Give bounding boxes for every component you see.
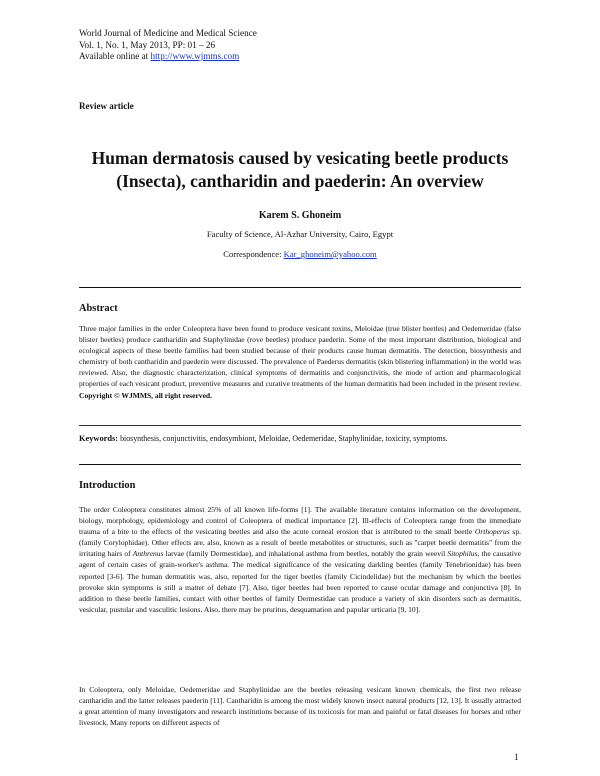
available-prefix: Available online at <box>79 51 149 61</box>
section-divider <box>79 287 521 288</box>
introduction-heading: Introduction <box>79 480 136 491</box>
article-type: Review article <box>79 101 134 111</box>
genus-name: Sitophilus <box>447 549 478 559</box>
title-line-1: Human dermatosis caused by vesicating beetle products <box>91 148 509 168</box>
text-run: The order Coleoptera constitutes almost 25% of all known life-forms [1]. The available literature contains information on the development, biology, morphology, epidemiology and control of Coleoptera of medical importance [2]. Ill-effects of Coleoptera range from the immediate trauma of a bite to the effects of the vesicating beetles and also the acute corneal erosion that is attributed to the small beetle <box>79 505 521 537</box>
journal-header <box>79 28 257 63</box>
genus-name: Orthoperus <box>474 527 510 537</box>
affiliation: Faculty of Science, Al-Azhar University, Cairo, Egypt <box>206 229 394 239</box>
title-line-2: (Insecta), cantharidin and paederin: An overview <box>116 171 484 191</box>
correspondence-email-link[interactable]: Kar_ghoneim@yahoo.com <box>283 249 377 259</box>
text-run: sp. (family Corylophidae). Other effects are, also, known as a result of beetle metabolites or structures, such as "carpet beetle dermatitis" from the irritating hairs of <box>79 527 522 559</box>
introduction-paragraph-2: In Coleoptera, only Meloidae, Oedemeridae and Staphylinidae are the beetles releasing vesicant known chemicals, the first two release cantharidin and the latter releases paederin [11]. Cantharidin is among the most widely known insect natural products [12, 13]. It usually attracted a great attention of many investigators and research institutions because of its toxicosis for man and painful or fatal diseases for horses and other livestock. Many reports on different aspects of <box>79 685 521 728</box>
author-name: Karem S. Ghoneim <box>258 210 342 221</box>
abstract-divider <box>79 425 521 426</box>
abstract-text: Three major families in the order Coleoptera have been found to produce vesicant toxins, Meloidae (true blister beetles) and Oedemeridae (false blister beetles) produce cantharidin and Staphylinidae (rove beetles) produce paederin. Some of the most important distribution, biological and ecological aspects of these beetle families had been studied because of their products cause human dermatitis. The detection, biosynthesis and chemistry of both cantharidin and paederin were discussed. The prevalence of Paederus dermatitis (skin blistering inflammation) in the world was reviewed. Also, the diagnostic characterization, clinical symptoms of dermatitis and conjunctivitis, the mode of action and pharmacological properties of each vesicant product, preventive measures and curative treatments of the human dermatitis had been included in the present review. <box>79 324 521 389</box>
journal-name: World Journal of Medicine and Medical Science <box>79 28 257 38</box>
correspondence-label: Correspondence: <box>223 249 282 259</box>
availability-line <box>79 51 257 63</box>
page-number: 1 <box>514 752 519 762</box>
text-run: larvae (family Dermestidae), and inhalational asthma from beetles, notably the grain weevil <box>163 549 448 559</box>
correspondence <box>0 249 600 259</box>
keywords-line <box>79 434 521 443</box>
paper-title <box>60 147 540 193</box>
introduction-paragraph-1 <box>79 504 521 615</box>
keywords-list: biosynthesis, conjunctivitis, endosymbiont, Meloidae, Oedemeridae, Staphylinidae, toxicity, symptoms. <box>120 434 448 443</box>
abstract-body <box>79 323 521 401</box>
text-run: , the causative agent of certain cases of grain-worker's asthma. The medical significance of the vesicating darkling beetles (family Tenebrionidae) has been reported [3-6]. The human dermatitis was, also, reported for the tiger beetles (family Cicindelidae) but the mechanism by which the beetles provoke skin symptoms is still a matter of debate [7]. Also, tiger beetles had been reported to cause ocular damage and conjunctiva [8]. In addition to these beetle families, contact with other beetles of family Dermestidae can produce a variety of skin disorders such as dermatitis, vesicular, pustular and vasculitic lesions. Also, there may be pruritus, desquamation and papular urticaria [9, 10]. <box>79 549 521 614</box>
volume-info: Vol. 1, No. 1, May 2013, PP: 01 – 26 <box>79 39 216 50</box>
keywords-label: Keywords: <box>79 434 119 443</box>
section-divider <box>79 464 521 465</box>
copyright-notice: Copyright © WJMMS, all right reserved. <box>79 390 213 400</box>
genus-name: Anthrenus <box>132 549 164 559</box>
journal-url-link[interactable]: http://www.wjmms.com <box>150 51 240 61</box>
abstract-heading: Abstract <box>79 303 118 314</box>
